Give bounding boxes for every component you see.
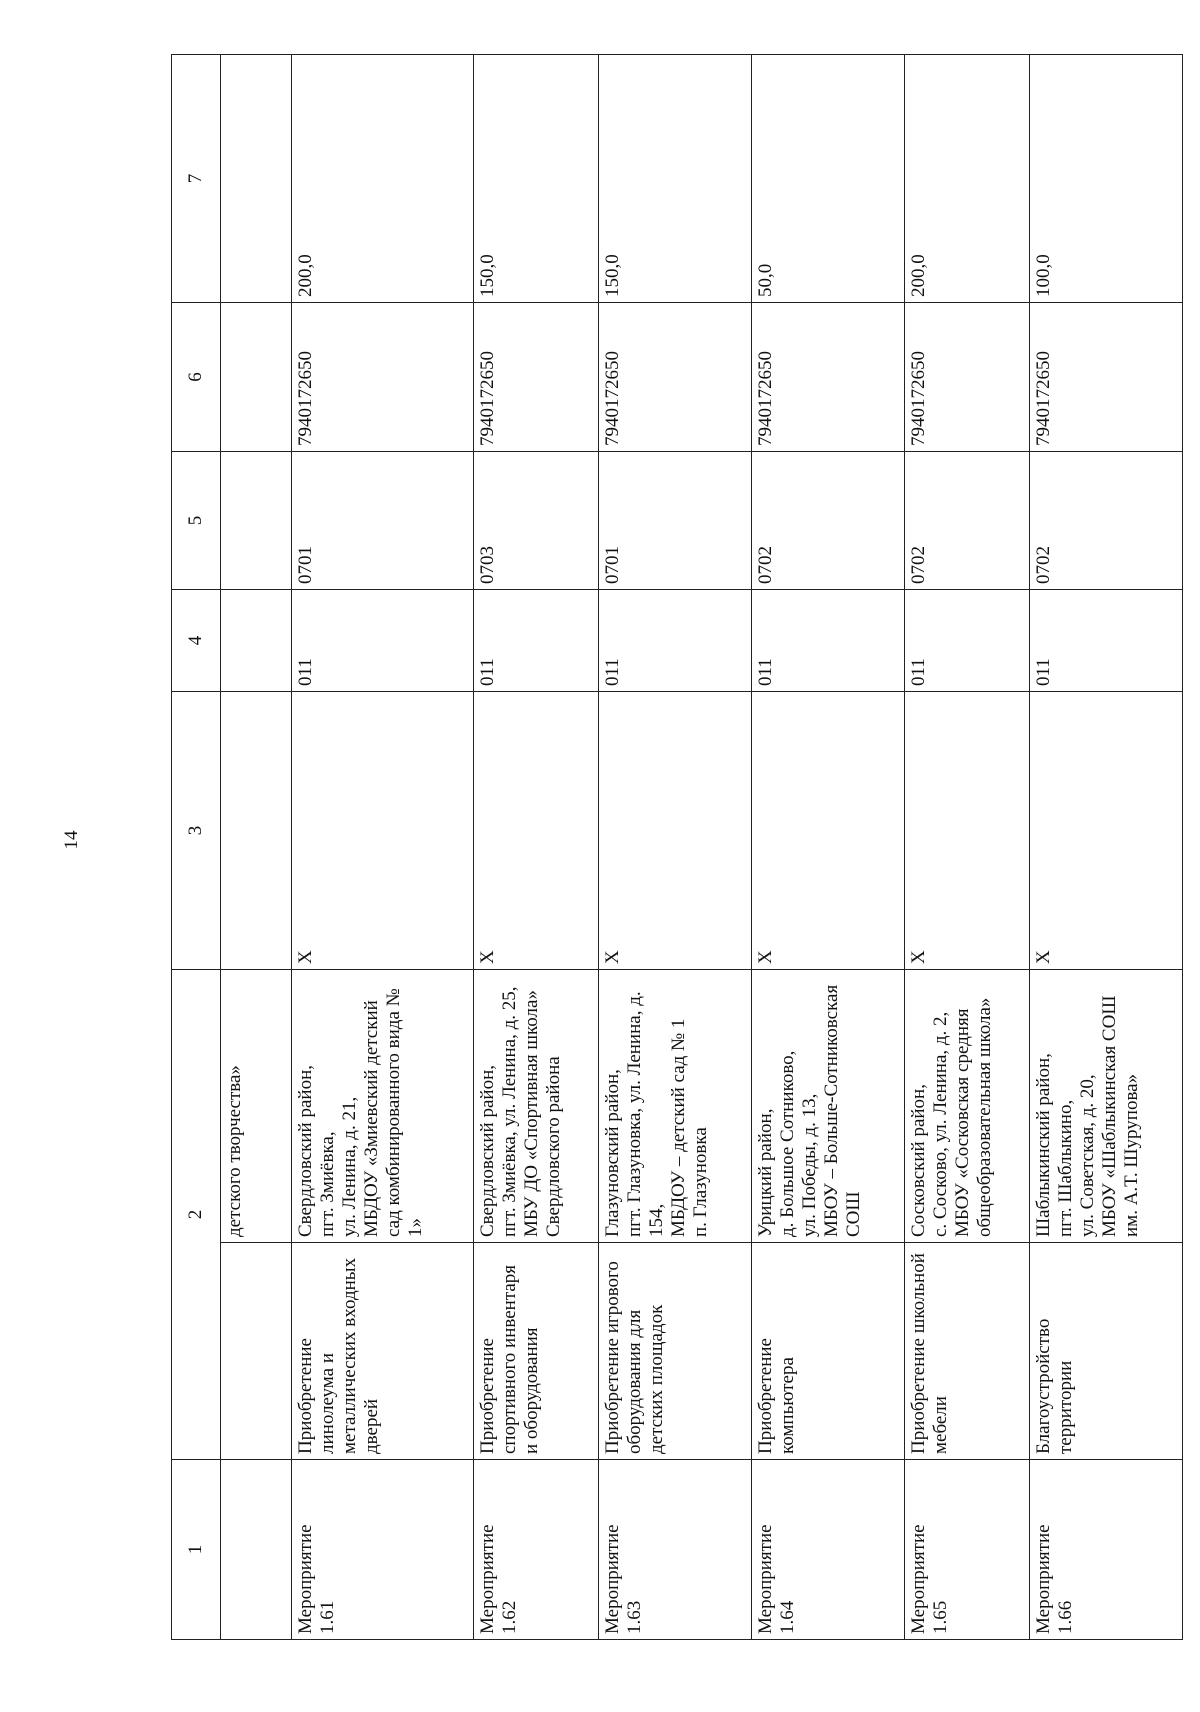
table-row xyxy=(474,55,598,1640)
event-address-cell: Шаблыкинский район, пгт. Шаблыкино, ул. Советская, д. 20, МБОУ «Шаблыкинская СОШ им. А.Т. Шурупова» xyxy=(1029,970,1182,1243)
col5-cell: 0702 xyxy=(1029,452,1182,590)
col7-amount-cell: 150,0 xyxy=(474,55,598,303)
col7-amount-cell: 200,0 xyxy=(905,55,1029,303)
header-cell-3: 3 xyxy=(172,692,221,970)
table-row xyxy=(292,55,474,1640)
event-id-cell: Мероприятие 1.61 xyxy=(292,1460,474,1640)
col7-amount-cell: 100,0 xyxy=(1029,55,1182,303)
empty-cell xyxy=(221,1460,292,1640)
empty-cell xyxy=(221,303,292,452)
event-name-cell: Благоустройство территории xyxy=(1029,1243,1182,1460)
empty-cell xyxy=(221,1243,292,1460)
table-row xyxy=(1029,55,1182,1640)
col6-cell: 7940172650 xyxy=(751,303,904,452)
event-name-cell: Приобретение линолеума и металлических входных дверей xyxy=(292,1243,474,1460)
col7-amount-cell: 50,0 xyxy=(751,55,904,303)
col4-cell: 011 xyxy=(292,590,474,692)
col3-cell: Х xyxy=(905,692,1029,970)
col5-cell: 0703 xyxy=(474,452,598,590)
event-id-cell: Мероприятие 1.65 xyxy=(905,1460,1029,1640)
col3-cell: Х xyxy=(1029,692,1182,970)
col3-cell: Х xyxy=(751,692,904,970)
header-cell-6: 6 xyxy=(172,303,221,452)
event-id-cell: Мероприятие 1.66 xyxy=(1029,1460,1182,1640)
header-cell-1: 1 xyxy=(172,1460,221,1640)
col5-cell: 0702 xyxy=(751,452,904,590)
event-name-cell: Приобретение игрового оборудования для детских площадок xyxy=(598,1243,751,1460)
events-table xyxy=(171,54,1183,1640)
header-cell-5: 5 xyxy=(172,452,221,590)
col6-cell: 7940172650 xyxy=(1029,303,1182,452)
col4-cell: 011 xyxy=(905,590,1029,692)
col5-cell: 0701 xyxy=(292,452,474,590)
event-address-cell: Глазуновский район, пгт. Глазуновка, ул. Ленина, д. 154, МБДОУ – детский сад № 1 п. Глазуновка xyxy=(598,970,751,1243)
col3-cell: Х xyxy=(598,692,751,970)
header-cell-7: 7 xyxy=(172,55,221,303)
header-cell-2: 2 xyxy=(172,970,221,1460)
header-cell-4: 4 xyxy=(172,590,221,692)
event-id-cell: Мероприятие 1.64 xyxy=(751,1460,904,1640)
col6-cell: 7940172650 xyxy=(598,303,751,452)
event-id-cell: Мероприятие 1.63 xyxy=(598,1460,751,1640)
col6-cell: 7940172650 xyxy=(905,303,1029,452)
col4-cell: 011 xyxy=(598,590,751,692)
continuation-row xyxy=(221,55,292,1640)
empty-cell xyxy=(221,55,292,303)
col5-cell: 0701 xyxy=(598,452,751,590)
table-row xyxy=(751,55,904,1640)
event-name-cell: Приобретение спортивного инвентаря и оборудования xyxy=(474,1243,598,1460)
col4-cell: 011 xyxy=(474,590,598,692)
table-frame xyxy=(171,55,1183,1640)
table-row xyxy=(905,55,1029,1640)
table-header-row xyxy=(172,55,221,1640)
col5-cell: 0702 xyxy=(905,452,1029,590)
col3-cell: Х xyxy=(474,692,598,970)
col7-amount-cell: 200,0 xyxy=(292,55,474,303)
table-row xyxy=(598,55,751,1640)
event-address-cell: Сосковский район, с. Сосково, ул. Ленина, д. 2, МБОУ «Сосковская средняя общеобразовательная школа» xyxy=(905,970,1029,1243)
col6-cell: 7940172650 xyxy=(474,303,598,452)
event-id-cell: Мероприятие 1.62 xyxy=(474,1460,598,1640)
event-address-cell: Урицкий район, д. Большое Сотниково, ул. Победы, д. 13, МБОУ – Больше-Сотниковская СОШ xyxy=(751,970,904,1243)
page-number: 14 xyxy=(61,830,82,850)
table-rotated-wrapper xyxy=(171,55,1183,1640)
col6-cell: 7940172650 xyxy=(292,303,474,452)
col3-cell: Х xyxy=(292,692,474,970)
col4-cell: 011 xyxy=(751,590,904,692)
event-address-cell: Свердловский район, пгт. Змиёвка, ул. Ленина, д. 25, МБУ ДО «Спортивная школа» Свердловского района xyxy=(474,970,598,1243)
col7-amount-cell: 150,0 xyxy=(598,55,751,303)
empty-cell xyxy=(221,692,292,970)
empty-cell xyxy=(221,452,292,590)
event-name-cell: Приобретение компьютера xyxy=(751,1243,904,1460)
event-name-cell: Приобретение школьной мебели xyxy=(905,1243,1029,1460)
empty-cell xyxy=(221,590,292,692)
col4-cell: 011 xyxy=(1029,590,1182,692)
continuation-address-cell: детского творчества» xyxy=(221,970,292,1243)
event-address-cell: Свердловский район, пгт. Змиёвка, ул. Ленина, д. 21, МБДОУ «Змиевский детский сад комбинированного вида № 1» xyxy=(292,970,474,1243)
